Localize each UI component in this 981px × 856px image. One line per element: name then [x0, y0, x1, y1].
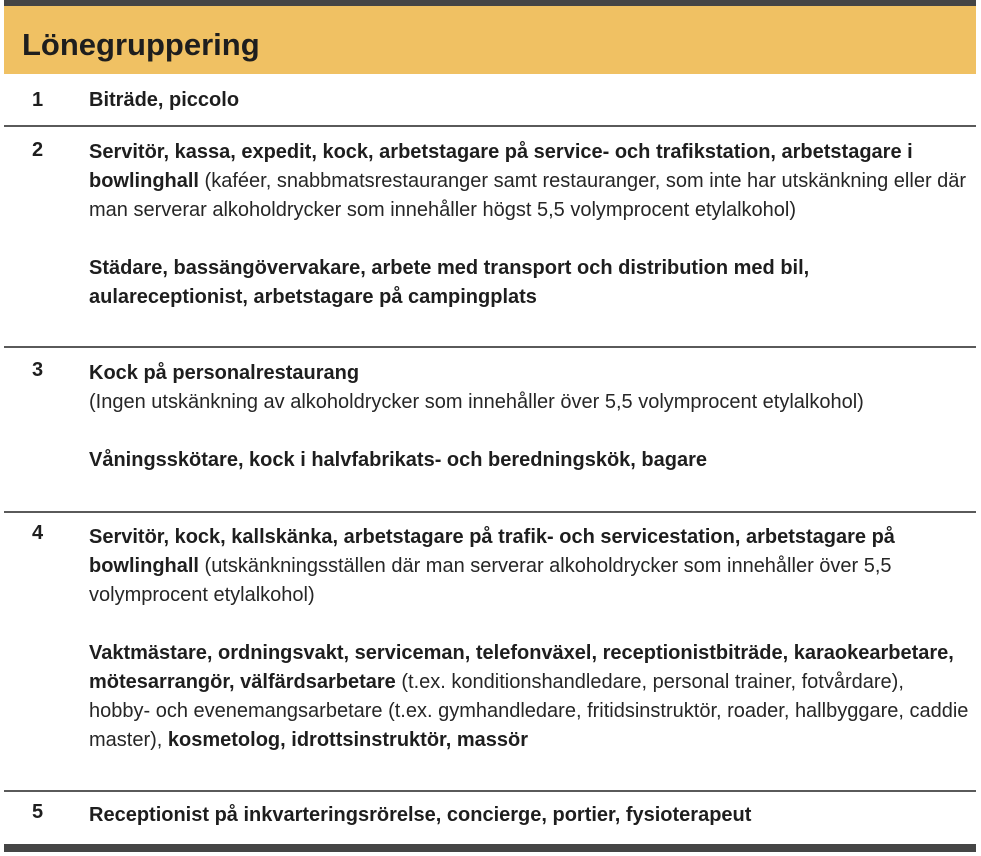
group-description — [89, 523, 969, 755]
group-paragraph — [89, 523, 969, 610]
divider — [4, 511, 976, 513]
page-title: Lönegruppering — [22, 27, 260, 62]
bottom-rule — [4, 844, 976, 852]
group-number: 5 — [32, 801, 44, 823]
bold-text: Biträde, piccolo — [89, 89, 240, 111]
divider — [4, 790, 976, 792]
group-number: 2 — [32, 139, 44, 161]
bold-text: Receptionist på inkvarteringsrörelse, concierge, portier, fysioterapeut — [89, 804, 752, 826]
group-paragraph — [89, 639, 969, 755]
group-paragraph — [89, 446, 969, 475]
group-number: 1 — [32, 89, 44, 111]
bold-text: Servitör, kassa, expedit, kock, arbetstagare på service- och trafikstation, arbetstagare i bowlinghall — [89, 141, 913, 192]
group-description — [89, 138, 969, 312]
bold-text: Våningsskötare, kock i halvfabrikats- och beredningskök, bagare — [89, 449, 707, 471]
group-paragraph — [89, 138, 969, 225]
group-number: 3 — [32, 359, 44, 381]
group-paragraph — [89, 254, 969, 312]
bold-text: Vaktmästare, ordningsvakt, serviceman, telefonväxel, receptionistbiträde, karaokearbetare, mötesarrangör, välfärdsarbetare — [89, 642, 954, 693]
bold-text: Kock på personalrestaurang — [89, 362, 360, 384]
salary-grouping-table — [4, 0, 976, 856]
group-description — [89, 359, 969, 475]
normal-text: (t.ex. konditionshandledare, personal trainer, fotvårdare), hobby- och evenemangsarbetare (t.ex. gymhandledare, fritidsinstruktör, roader, hallbyggare, caddie master), — [89, 671, 969, 751]
group-paragraph — [89, 86, 969, 115]
bold-text: kosmetolog, idrottsinstruktör, massör — [167, 729, 528, 751]
group-description — [89, 86, 969, 115]
group-description — [89, 801, 969, 830]
divider — [4, 346, 976, 348]
bold-text: Städare, bassängövervakare, arbete med transport och distribution med bil, aulareceptionist, arbetstagare på campingplats — [89, 257, 810, 308]
normal-text: (Ingen utskänkning av alkoholdrycker som innehåller över 5,5 volymprocent etylalkohol) — [89, 391, 864, 413]
group-number: 4 — [32, 522, 44, 544]
group-paragraph — [89, 359, 969, 417]
normal-text: (utskänkningsställen där man serverar alkoholdrycker som innehåller över 5,5 volymprocent etylalkohol) — [89, 555, 892, 606]
group-paragraph — [89, 801, 969, 830]
divider — [4, 125, 976, 127]
title-bar — [4, 6, 976, 74]
normal-text: (kaféer, snabbmatsrestauranger samt restauranger, som inte har utskänkning eller där man serverar alkoholdrycker som innehåller högst 5,5 volymprocent etylalkohol) — [89, 170, 967, 221]
bold-text: Servitör, kock, kallskänka, arbetstagare på trafik- och servicestation, arbetstagare på bowlinghall — [89, 526, 895, 577]
